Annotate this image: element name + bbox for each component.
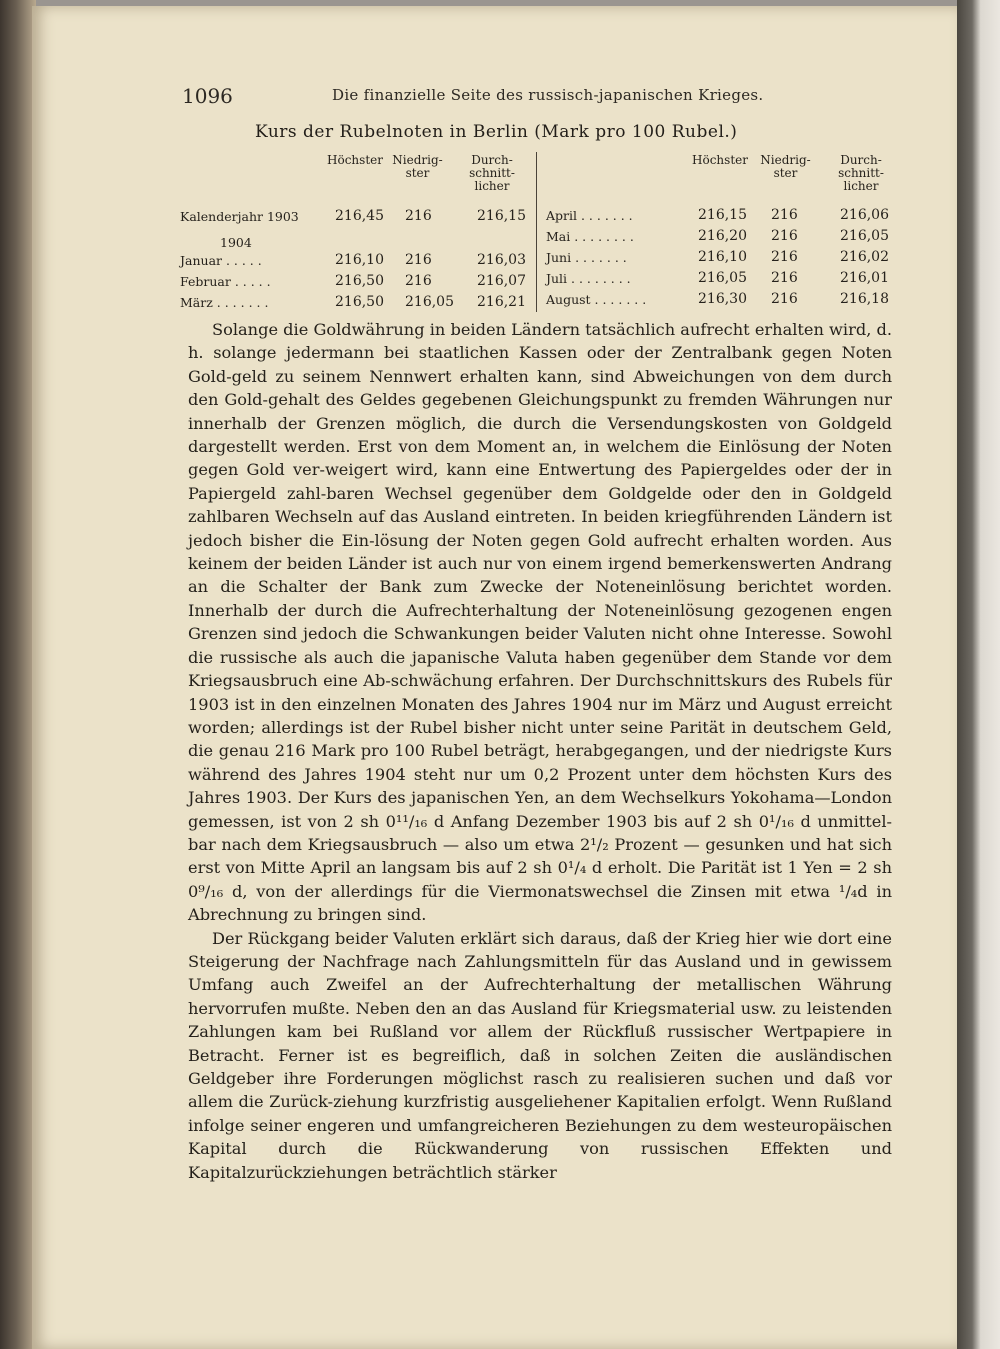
cell-high: 216,50 (335, 294, 384, 310)
page-header (182, 84, 892, 114)
cell-avg: 216,21 (477, 294, 526, 310)
row-label: August . . . . . . . (546, 292, 647, 307)
col-header-high-right: Höchster (692, 153, 748, 167)
cell-avg: 216,15 (477, 208, 526, 224)
cell-low: 216 (405, 208, 432, 224)
cell-avg: 216,05 (840, 228, 889, 244)
cell-low: 216 (771, 291, 798, 307)
row-label: Mai . . . . . . . . (546, 229, 634, 244)
cell-avg: 216,07 (477, 273, 526, 289)
cell-high: 216,50 (335, 273, 384, 289)
cell-low: 216 (771, 270, 798, 286)
paragraph: Solange die Goldwährung in beiden Ländern tatsächlich aufrecht erhalten wird, d. h. solange jedermann bei staatlichen Kassen oder der Zentralbank gegen Noten Gold-geld zu seinem Nennwert erhalten kann, sind Abweichungen von dem durch den Gold-gehalt des Geldes gegebenen Gleichungspunkt zu fremden Währungen nur innerhalb der Grenzen möglich, die durch die Versendungskosten von Goldgeld dargestellt werden. Erst von dem Moment an, in welchem die Einlösung der Noten gegen Gold ver-weigert wird, kann eine Entwertung des Papiergeldes oder der in Papiergeld zahl-baren Wechsel gegenüber dem Goldgelde oder den in Goldgeld zahlbaren Wechseln auf das Ausland eintreten. In beiden kriegführenden Ländern ist jedoch bisher die Ein-lösung der Noten gegen Gold aufrecht erhalten worden. Aus keinem der beiden Länder ist auch nur von einem irgend bemerkenswerten Andrang an die Schalter der Bank zum Zwecke der Noteneinlösung berichtet worden. Innerhalb der durch die Aufrechterhaltung der Noteneinlösung gezogenen engen Grenzen sind jedoch die Schwankungen beider Valuten nicht ohne Interesse. Sowohl die russische als auch die japanische Valuta haben gegenüber dem Stande vor dem Kriegsausbruch eine Ab-schwächung erfahren. Der Durchschnittskurs des Rubels für 1903 ist in den einzelnen Monaten des Jahres 1904 nur im März und August erreicht worden; allerdings ist der Rubel bisher nicht unter seine Parität in deutschem Geld, die genau 216 Mark pro 100 Rubel beträgt, herabgegangen, und der niedrigste Kurs während des Jahres 1904 steht nur um 0,2 Prozent unter dem höchsten Kurs des Jahres 1903. Der Kurs des japanischen Yen, an dem Wechselkurs Yokohama—London gemessen, ist von 2 sh 0¹¹/₁₆ d Anfang Dezember 1903 bis auf 2 sh 0¹/₁₆ d unmittel-bar nach dem Kriegsausbruch — also um etwa 2¹/₂ Prozent — gesunken und hat sich erst von Mitte April an langsam bis auf 2 sh 0¹/₄ d erholt. Die Parität ist 1 Yen = 2 sh 0⁹/₁₆ d, von der allerdings für die Viermonatswechsel die Zinsen mit etwa ¹/₄d in Abrechnung zu bringen sind. (188, 320, 892, 925)
cell-low: 216 (771, 249, 798, 265)
exchange-rate-table (180, 152, 892, 312)
table-divider (536, 152, 537, 312)
facing-page-edge (957, 0, 1000, 1349)
row-label: Juni . . . . . . . (546, 250, 627, 265)
body-text (188, 318, 892, 1184)
cell-high: 216,45 (335, 208, 384, 224)
cell-avg: 216,06 (840, 207, 889, 223)
running-title: Die finanzielle Seite des russisch-japanischen Krieges. (332, 86, 764, 104)
cell-high: 216,15 (698, 207, 747, 223)
cell-low: 216 (405, 252, 432, 268)
cell-avg: 216,02 (840, 249, 889, 265)
row-label: Februar . . . . . (180, 274, 271, 289)
cell-avg: 216,18 (840, 291, 889, 307)
row-label: März . . . . . . . (180, 295, 269, 310)
cell-high: 216,10 (335, 252, 384, 268)
row-label: April . . . . . . . (546, 208, 633, 223)
cell-avg: 216,03 (477, 252, 526, 268)
cell-low: 216 (405, 273, 432, 289)
col-header-avg-left: Durch- schnitt- licher (469, 153, 515, 193)
cell-low: 216,05 (405, 294, 454, 310)
page-number: 1096 (182, 84, 233, 108)
cell-low: 216 (771, 228, 798, 244)
row-label: Kalenderjahr 1903 (180, 209, 299, 224)
col-header-avg-right: Durch- schnitt- licher (838, 153, 884, 193)
table-title: Kurs der Rubelnoten in Berlin (Mark pro 100 Rubel.) (255, 122, 738, 142)
col-header-low-right: Niedrig- ster (760, 153, 811, 180)
row-label: 1904 (220, 235, 252, 250)
cell-avg: 216,01 (840, 270, 889, 286)
col-header-low-left: Niedrig- ster (392, 153, 443, 180)
row-label: Juli . . . . . . . . (546, 271, 631, 286)
cell-high: 216,30 (698, 291, 747, 307)
cell-low: 216 (771, 207, 798, 223)
book-binding (0, 0, 36, 1349)
row-label: Januar . . . . . (180, 253, 262, 268)
paragraph: Der Rückgang beider Valuten erklärt sich daraus, daß der Krieg hier wie dort eine Steigerung der Nachfrage nach Zahlungsmitteln für das Ausland und in gewissem Umfang auch Zweifel an der Aufrechterhaltung der metallischen Währung hervorrufen mußte. Neben den an das Ausland für Kriegsmaterial usw. zu leistenden Zahlungen kam bei Rußland vor allem der Rückfluß russischer Wertpapiere in Betracht. Ferner ist es begreiflich, daß in solchen Zeiten die ausländischen Geldgeber ihre Forderungen möglichst rasch zu realisieren suchen und daß vor allem die Zurück-ziehung kurzfristig ausgeliehener Kapitalien erfolgt. Wenn Rußland infolge seiner engeren und umfangreicheren Beziehungen zu dem westeuropäischen Kapital durch die Rückwanderung von russischen Effekten und Kapitalzurückziehungen beträchtlich stärker (188, 928, 892, 1182)
cell-high: 216,05 (698, 270, 747, 286)
col-header-high-left: Höchster (327, 153, 383, 167)
cell-high: 216,10 (698, 249, 747, 265)
cell-high: 216,20 (698, 228, 747, 244)
